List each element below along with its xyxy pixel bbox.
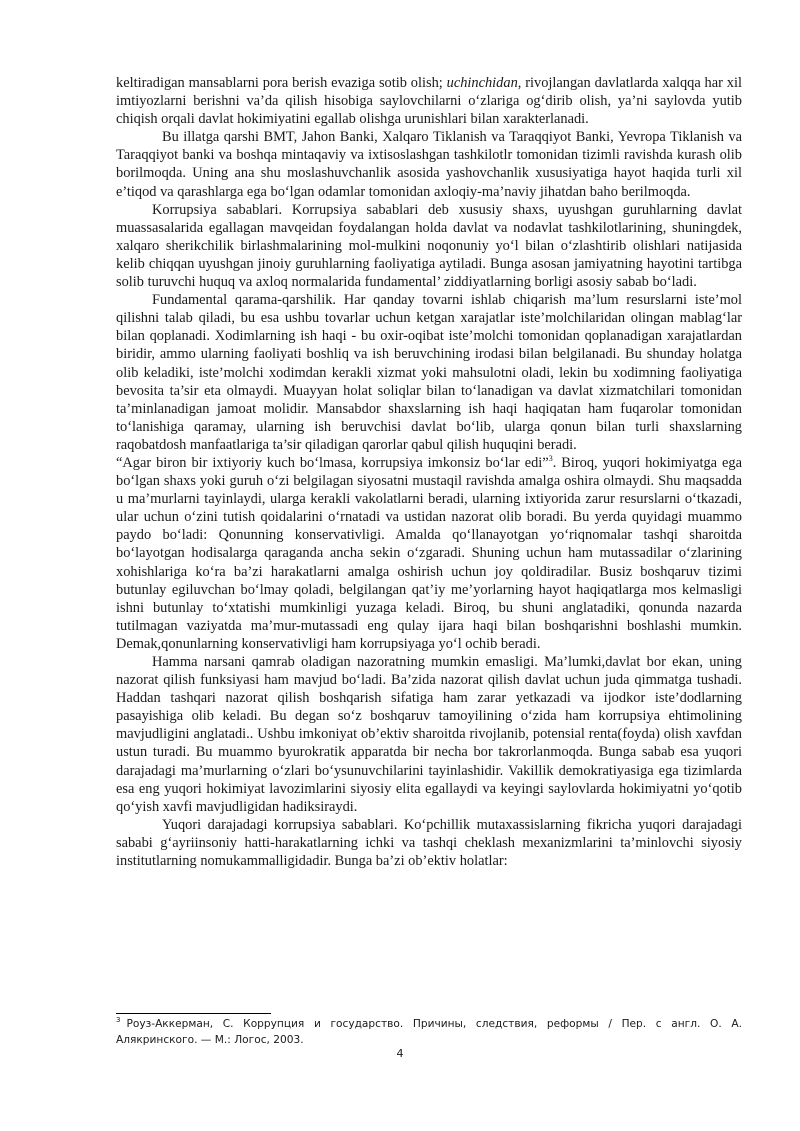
footnote-number: 3	[116, 1016, 121, 1025]
paragraph-5	[116, 454, 742, 653]
paragraph-6: Hamma narsani qamrab oladigan nazoratning mumkin emasligi. Ma’lumki,davlat bor ekan, uning nazorat qilish funksiyasi ham mavjud bo‘ladi. Ba’zida nazorat qilish davlat uchun juda qimmatga tushadi. Haddan tashqari nazorat qilish boshqarish sifatiga ham zarar yetkazadi va ijodkor iste’dodlarning pasayishiga olib keladi. Bu degan so‘z boshqaruv tamoyilining o‘zida ham korrupsiya ehtimolining mavjudligini anglatadi.. Ushbu imkoniyat ob’ektiv sharoitda rivojlanib, potensial renta(foyda) olish xavfdan ustun turadi. Bu muammo byurokratik apparatda bir necha bor takrorlanmoqda. Bunga sabab esa yuqori darajadagi ma’murlarning o‘zlari bo‘ysunuvchilarini tayinlashidir. Vakillik demokratiyasiga ega tizimlarda esa eng yuqori hokimiyat lavozimlarini siyosiy elita egallaydi va keyingi saylovlarda hokimiyatni yo‘qotib qo‘yish xavfi mavjudligidan hadiksiraydi.	[116, 654, 742, 815]
paragraph-2: Bu illatga qarshi BMT, Jahon Banki, Xalqaro Tiklanish va Taraqqiyot Banki, Yevropa Tiklanish va Taraqqiyot banki va boshqa mintaqaviy va ixtisoslashgan tashkilotlr tomonidan tizimli ravishda kurash olib borilmoqda. Uning ana shu moslashuvchanlik asosida yashovchanlik xususiyatiga hayot haqida turli xil e’tiqod va qarashlarga ega bo‘lgan odamlar tomonidan axloqiy-ma’naviy jihatdan baho berilmoqda.	[116, 129, 742, 200]
footnote	[116, 1016, 742, 1048]
paragraph-5-text: . Biroq, yuqori hokimiyatga ega bo‘lgan shaxs yoki guruh o‘zi belgilagan siyosatni mustaqil ravishda amalga oshira olmaydi. Shu maqsadda u ma’murlarni tayinlaydi, ularga kerakli vakolatlarni beradi, ularning ixtiyorida zarur resurslarni o‘tkazadi, ular uchun o‘zini tutish qoidalarini o‘rnatadi va ustidan nazorat olib boradi. Bu yerda quyidagi muammo paydo bo‘ladi: Qonunning konservativligi. Amalda qo‘llanayotgan yo‘riqnomalar tashqi sharoitda bo‘layotgan hodisalarga qaraganda ancha sekin o‘zgaradi. Shuning uchun ham mutassadilar o‘zlarining xohishlariga ko‘ra ba’zi harakatlarni amalga oshirish uchun joy qoldiradilar. Busiz boshqaruv tizimi butunlay egiluvchan bo‘lmay qoladi, belgilangan qat’iy me’yorlarning hayot haqiqatlarga mos kelmasligi ishni butunlay to‘xtatishi mumkinligi yuzaga keladi. Biroq, bu shuni anglatadiki, qonunda nazarda tutilmagan vaziyatda ma’mur-mutassadi eng qulay ijara haqi bilan boshqarishni boshlashi mumkin. Demak,qonunlarning konservativligi ham korrupsiyaga yo‘l ochib beradi.	[116, 454, 742, 652]
footnote-divider	[116, 1013, 271, 1014]
document-body	[116, 74, 742, 870]
footnote-text: Роуз-Аккерман, С. Коррупция и государство. Причины, следствия, реформы / Пер. с англ. О. А. Алякринского. — М.: Логос, 2003.	[116, 1018, 742, 1046]
paragraph-3: Korrupsiya sabablari. Korrupsiya sabablari deb xususiy shaxs, uyushgan guruhlarning davlat muassasalarida egallagan mavqeidan foydalangan holda davlat va nodavlat tashkilotlarining, shuningdek, xalqaro sherikchilik birlashmalarining mol-mulkini noqonuniy yo‘l bilan o‘zlashtirib olishlari natijasida kelib chiqqan uyushgan jinoiy guruhlarning faoliyatiga aytiladi. Bunga asosan jamiyatning hayotini tartibga solib turuvchi huquq va axloq normalarida fundamental’ ziddiyatlarning borligi asosiy sabab bo‘ladi.	[116, 201, 742, 291]
paragraph-1-text-cont: , rivojlangan davlatlarda xalqqa har xil imtiyozlarni berishni va’da qilish hisobiga saylovchilarni o‘zlariga og‘dirib olish, ya’ni saylovda yutib chiqish orqali davlat hokimiyatini egallab olishga urunishlari bilan xarakterlanadi.	[116, 75, 742, 128]
quote-text: “Agar biron bir ixtiyoriy kuch bo‘lmasa, korrupsiya imkonsiz bo‘lar edi”	[116, 454, 549, 471]
paragraph-7: Yuqori darajadagi korrupsiya sabablari. Ko‘pchillik mutaxassislarning fikricha yuqori darajadagi sababi g‘ayriinsoniy hatti-harakatlarning ichki va tashqi cheklash mexanizmlarini ta’minlovchi siyosiy institutlarning nomukammalligidadir. Bunga ba’zi ob’ektiv holatlar:	[116, 816, 742, 870]
paragraph-1-italic: uchinchidan	[446, 75, 518, 91]
paragraph-1-text: keltiradigan mansablarni pora berish evaziga sotib olish;	[116, 75, 447, 91]
footnote-reference[interactable]: 3	[548, 454, 553, 464]
page-number: 4	[396, 1047, 404, 1060]
paragraph-1	[116, 74, 742, 128]
paragraph-4: Fundamental qarama-qarshilik. Har qanday tovarni ishlab chiqarish ma’lum resurslarni iste’mol qilishni talab qiladi, bu esa ushbu tovarlar uchun ketgan xarajatlar iste’molchilaridan olingan mablag‘lar bilan qoplanadi. Xodimlarning ish haqi - bu oxir-oqibat iste’molchi tomonidan qoplanadigan xarajatlardan biridir, ammo ularning faoliyati boshliq va ish beruvchining irodasi bilan belgilanadi. Bu shunday holatga olib keladiki, iste’molchi xodimdan kerakli xizmat yoki mahsulotni oladi, lekin bu xodimning faoliyatiga bevosita ta’sir eta olmaydi. Muayyan holat soliqlar bilan to‘lanadigan va davlat xizmatchilari tomonidan ta’minlanadigan jamoat molidir. Mansabdor shaxslarning ish haqi haqiqatan ham fuqarolar tomonidan to‘lanishiga qaramay, ularning ish beruvchisi davlat bo‘lib, ularga qonun bilan turli shaxslarning raqobatdosh manfaatlariga ta’sir qiladigan qarorlar qabul qilish huquqini beradi.	[116, 292, 742, 453]
